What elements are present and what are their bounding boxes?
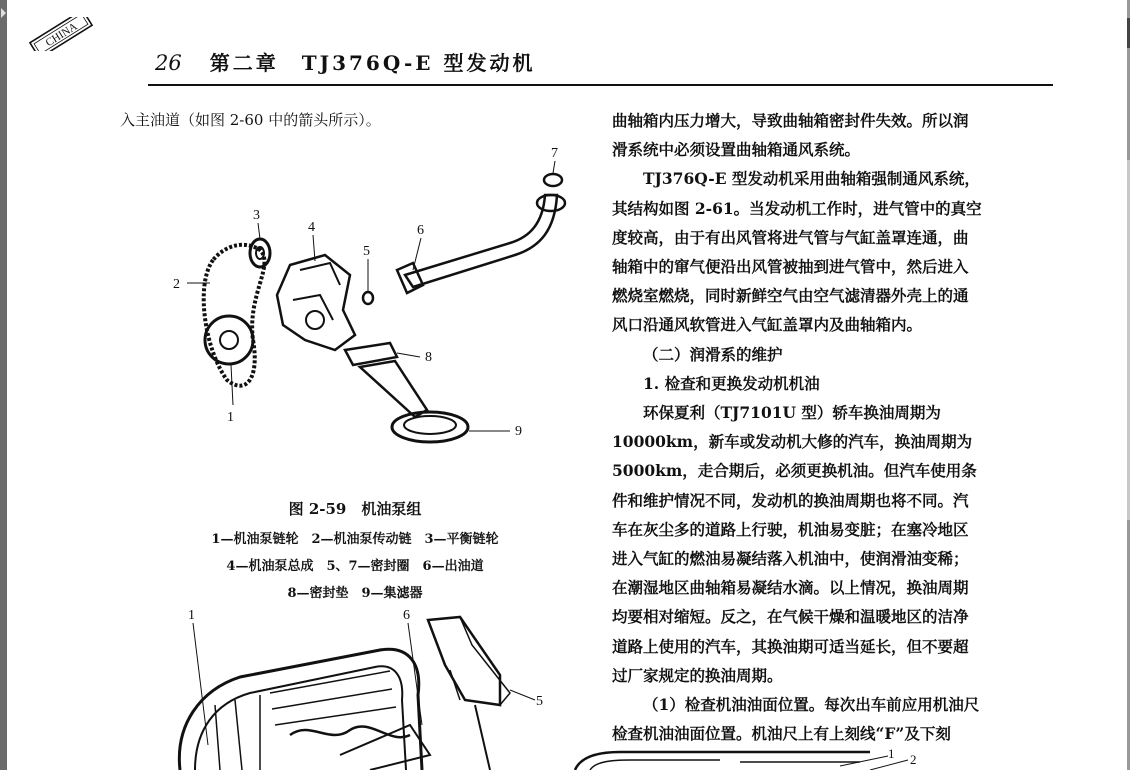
text-line: 燃烧室燃烧，同时新鲜空气由空气滤清器外壳上的通 bbox=[612, 286, 969, 306]
fig2-callout-5: 5 bbox=[536, 694, 543, 709]
right-column-text bbox=[612, 106, 1054, 748]
stamp-text: CHINA bbox=[43, 20, 80, 50]
subsection-heading: 1. 检查和更换发动机机油 bbox=[643, 373, 820, 393]
fig2-callout-6: 6 bbox=[403, 608, 410, 623]
figure-crankcase-ventilation bbox=[160, 605, 550, 770]
callout-1: 1 bbox=[227, 410, 234, 425]
text-line: TJ376Q-E 型发动机采用曲轴箱强制通风系统， bbox=[643, 169, 980, 189]
arrow-icon bbox=[1, 8, 6, 18]
text-line: 进入气缸的燃油易凝结落入机油中，使润滑油变稀； bbox=[612, 549, 969, 569]
figure-legend-line: 4—机油泵总成 5、7—密封圈 6—出油道 bbox=[226, 559, 484, 574]
outlet-pipe bbox=[405, 195, 557, 287]
section-heading: （二）润滑系的维护 bbox=[643, 344, 783, 364]
strainer-tube bbox=[360, 361, 427, 417]
text-line: 车在灰尘多的道路上行驶，机油易变脏；在塞冷地区 bbox=[612, 519, 969, 539]
callout-9: 9 bbox=[515, 424, 522, 439]
page-number: 26 bbox=[155, 51, 182, 75]
text-line: 其结构如图 2-61。当发动机工作时，进气管中的真空 bbox=[612, 198, 982, 218]
fig3-callout-2: 2 bbox=[910, 752, 917, 767]
text-line: （1）检查机油油面位置。每次出车前应用机油尺 bbox=[643, 695, 980, 715]
figure-caption-title: 图 2-59 机油泵组 bbox=[288, 500, 422, 518]
callout-3: 3 bbox=[253, 208, 260, 223]
text-line: 件和维护情况不同，发动机的换油周期也将不同。汽 bbox=[612, 490, 969, 510]
fig3-callout-1: 1 bbox=[888, 746, 895, 761]
text-line: 道路上使用的汽车，其换油期可适当延长，但不要超 bbox=[612, 636, 969, 656]
text-line: 在潮湿地区曲轴箱易凝结水滴。以上情况，换油周期 bbox=[612, 578, 969, 598]
text-line: 过厂家规定的换油周期。 bbox=[612, 665, 783, 685]
viewer-left-bar bbox=[0, 0, 7, 770]
text-line: 度较高，由于有出风管将进气管与气缸盖罩连通，曲 bbox=[612, 227, 969, 247]
seal-ring-7 bbox=[544, 174, 562, 186]
seal-ring-5 bbox=[363, 292, 373, 304]
china-stamp bbox=[26, 17, 96, 51]
figure-legend-line: 8—密封垫 9—集滤器 bbox=[287, 586, 423, 601]
figure-legend-line: 1—机油泵链轮 2—机油泵传动链 3—平衡链轮 bbox=[211, 532, 499, 547]
page-header bbox=[155, 47, 536, 79]
figure-oil-pump-group bbox=[165, 135, 585, 470]
text-line: 曲轴箱内压力增大，导致曲轴箱密封件失效。所以润 bbox=[612, 111, 969, 130]
fig2-callout-1: 1 bbox=[188, 608, 195, 623]
header-rule bbox=[148, 84, 1053, 86]
callout-2: 2 bbox=[173, 277, 180, 292]
balance-sprocket bbox=[250, 239, 270, 267]
text-line: 环保夏利（TJ7101U 型）轿车换油周期为 bbox=[643, 403, 941, 423]
text-line: 5000km，走合期后，必须更换机油。但汽车使用条 bbox=[612, 461, 977, 481]
text-line: 均要相对缩短。反之，在气候干燥和温暖地区的洁净 bbox=[612, 607, 969, 627]
callout-4: 4 bbox=[308, 220, 315, 235]
text-line: 轴箱中的窜气便沿出风管被抽到进气管中，然后进入 bbox=[612, 257, 969, 277]
callout-8: 8 bbox=[425, 350, 432, 365]
chapter-title: 第二章 TJ376Q-E 型发动机 bbox=[209, 51, 536, 75]
text-line: 10000km，新车或发动机大修的汽车，换油周期为 bbox=[612, 432, 973, 452]
left-top-line: 入主油道（如图 2-60 中的箭头所示）。 bbox=[120, 111, 381, 129]
pump-sprocket bbox=[205, 316, 253, 364]
text-line: 检查机油油面位置。机油尺上有上刻线“F”及下刻 bbox=[612, 724, 951, 744]
text-line: 风口沿通风软管进入气缸盖罩内及曲轴箱内。 bbox=[612, 315, 923, 335]
text-line: 滑系统中必须设置曲轴箱通风系统。 bbox=[612, 140, 861, 160]
callout-5: 5 bbox=[363, 244, 370, 259]
callout-6: 6 bbox=[417, 223, 424, 238]
pump-assembly bbox=[277, 255, 355, 350]
callout-7: 7 bbox=[551, 146, 558, 161]
